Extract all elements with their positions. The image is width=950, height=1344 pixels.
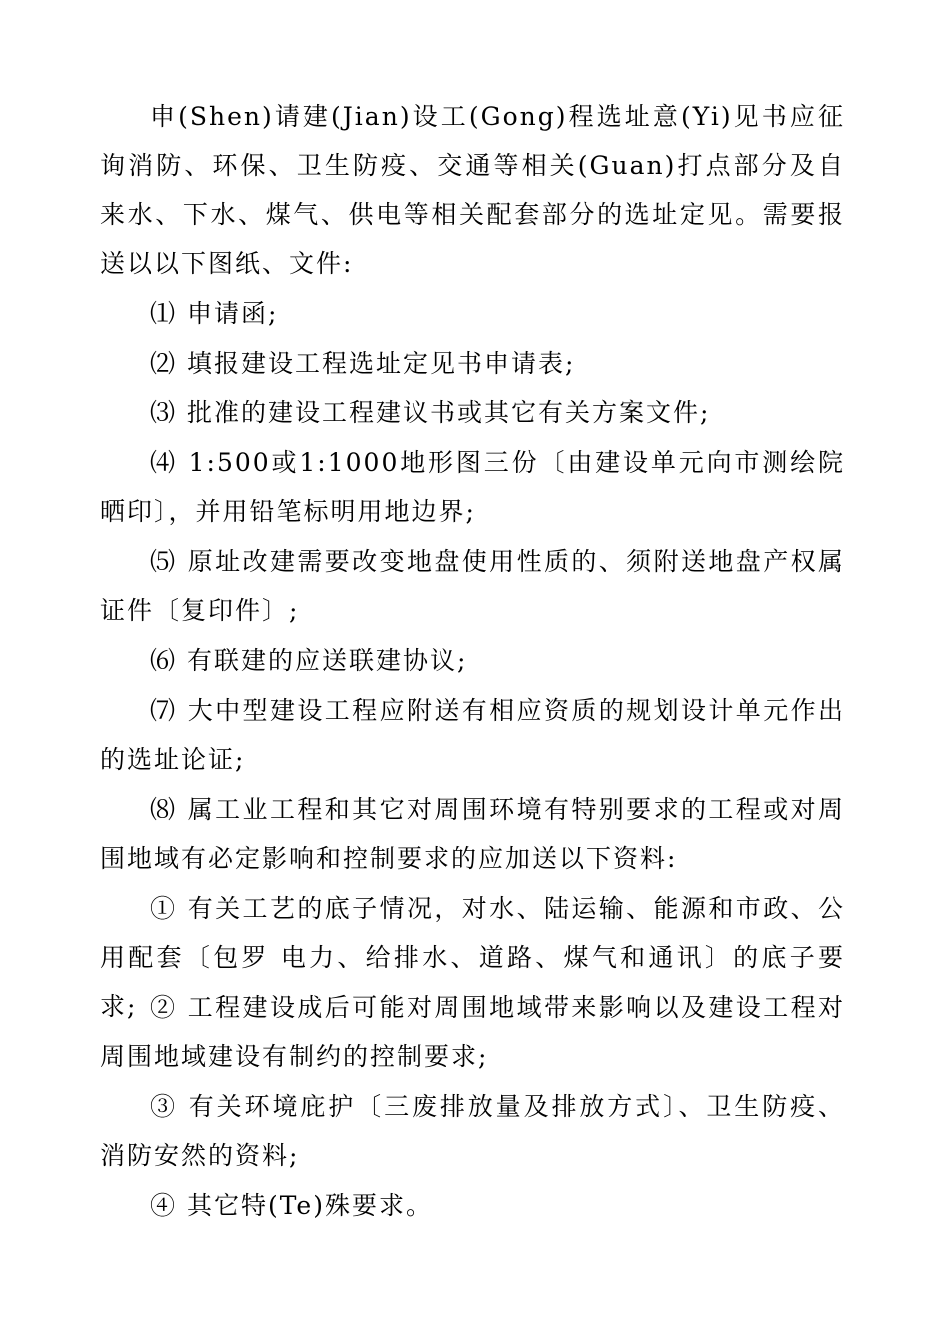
subitem-4-other: ④ 其它特(Te)殊要求。: [150, 1191, 433, 1220]
subitem-3-environment: ③ 有关环境庇护〔三废排放量及排放方式〕、卫生防疫、消防安然的资料;: [100, 1092, 845, 1170]
item-5-land-certificate: ⑸ 原址改建需要改变地盘使用性质的、须附送地盘产权属证件〔复印件〕;: [100, 547, 845, 625]
item-1-application-letter: ⑴ 申请函;: [150, 299, 279, 328]
subitem-2-impact: ② 工程建设成后可能对周围地域带来影响以及建设工程对周围地域建设有制约的控制要求;: [100, 993, 845, 1071]
item-7-site-selection: ⑺ 大中型建设工程应附送有相应资质的规划设计单元作出的选址论证;: [100, 696, 845, 774]
item-2-form: ⑵ 填报建设工程选址定见书申请表;: [150, 349, 576, 378]
item-6-joint-agreement: ⑹ 有联建的应送联建协议;: [150, 646, 468, 675]
item-3-approval-docs: ⑶ 批准的建设工程建议书或其它有关方案文件;: [150, 398, 711, 427]
subitem-1-process: ① 有关工艺的底子情况，对水、陆运输、能源和市政、公用配套〔包罗 电力、给排水、道路、煤气和通讯〕的底子要求;: [100, 894, 845, 1021]
item-8-industrial: ⑻ 属工业工程和其它对周围环境有特别要求的工程或对周围地域有必定影响和控制要求的应加送以下资料:: [100, 795, 845, 873]
item-4-topographic-map: ⑷ 1:500或1:1000地形图三份〔由建设单元向市测绘院晒印〕，并用铅笔标明用地边界;: [100, 448, 845, 526]
intro-paragraph: 申(Shen)请建(Jian)设工(Gong)程选址意(Yi)见书应征询消防、环保、卫生防疫、交通等相关(Guan)打点部分及自来水、下水、煤气、供电等相关配套部分的选址定见。需要报送以以下图纸、文件:: [100, 102, 845, 278]
